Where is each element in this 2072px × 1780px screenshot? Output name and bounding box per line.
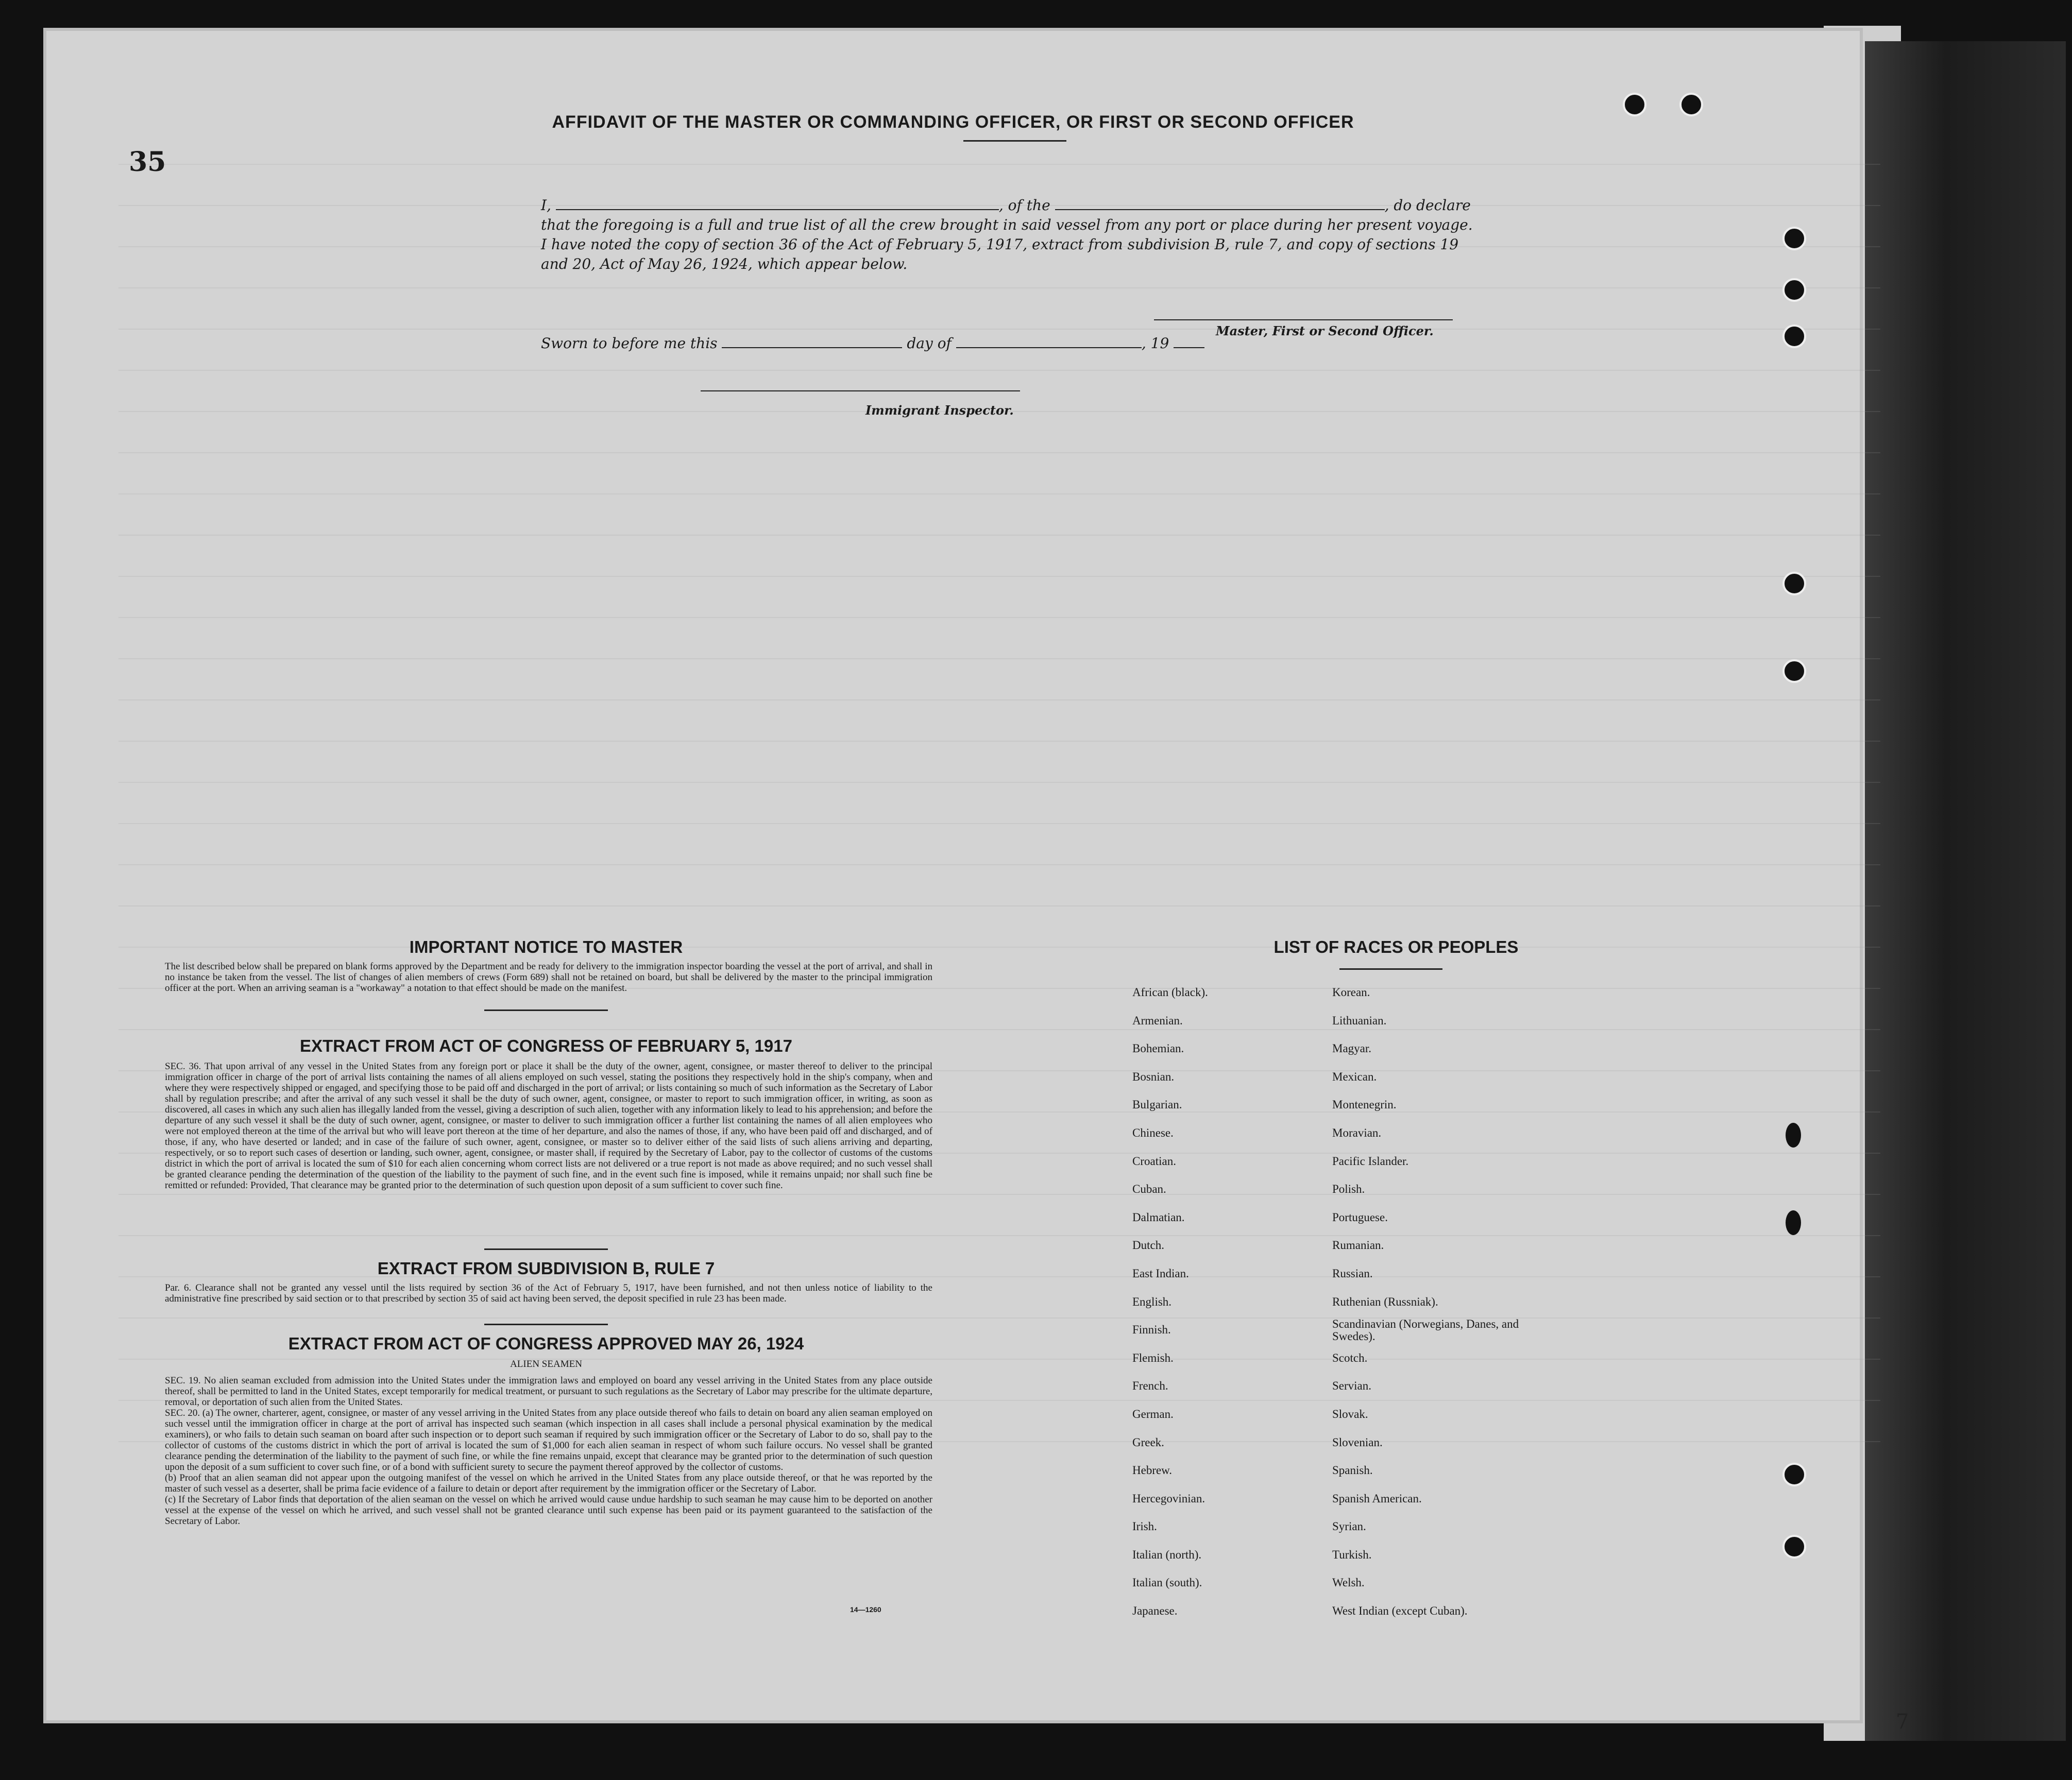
sec-20a: SEC. 20. (a) The owner, charterer, agent, consignee, or master of any vessel arriving in the United States from any place outside thereof who fails to detain on board any alien seaman employed on such vessel until the immigration officer in charge at the port of arrival has inspected such seaman (which inspection in all cases shall include a personal physical examination by the medical examiners), or who fails to detain such seaman on board after such inspection or to deport such seaman if required by such immigration officer or the Secretary of Labor to do so, shall pay to the collector of customs of the customs district in which the port of arrival is located the sum of $1,000 for each alien seaman in respect of whom such failure occurs. No vessel shall be granted clearance pending the determination of the liability to the payment of such fine, or while the fine remains unpaid, except that clearance may be granted prior to the determination of such question upon the deposit of a sum sufficient to cover such fine, or of a bond with sufficient surety to secure the payment thereof approved by the collector of customs. (165, 1408, 932, 1473)
act-1924-body (165, 1375, 932, 1527)
race-item: Dutch. (1132, 1239, 1164, 1252)
affidavit-declare: , do declare (1384, 197, 1471, 214)
name-blank[interactable] (556, 209, 999, 210)
race-item: Japanese. (1132, 1604, 1178, 1618)
divider (484, 1009, 608, 1011)
sec-20c: (c) If the Secretary of Labor finds that deportation of the alien seaman on the vessel on which he arrived would cause undue hardship to such seaman he may cause him to be deported on another vessel at the expense of the vessel on which he arrived, and such vessel shall not be granted clearance until such expense has been paid or its payment guaranteed to the satisfaction of the Secretary of Labor. (165, 1494, 932, 1527)
race-item: Italian (north). (1132, 1548, 1202, 1561)
master-label: Master, First or Second Officer. (1216, 323, 1434, 338)
sec-19: SEC. 19. No alien seaman excluded from admission into the United States under the immigration laws and employed on board any vessel arriving in the United States from any place outside thereof, shall be permitted to land in the United States, except temporarily for medical treatment, or pursuant to such regulations as the Secretary of Labor may prescribe for the ultimate departure, removal, or deportation of such alien from the United States. (165, 1375, 932, 1408)
races-left-column (1132, 979, 1302, 1625)
race-item: Scandinavian (Norwegians, Danes, and Swedes). (1332, 1317, 1519, 1343)
race-item: Dalmatian. (1132, 1210, 1185, 1224)
race-item: French. (1132, 1379, 1168, 1393)
race-item: Rumanian. (1332, 1239, 1384, 1252)
divider (484, 1324, 608, 1325)
sworn-text: Sworn to before me this (541, 335, 718, 352)
race-item: Chinese. (1132, 1126, 1174, 1139)
punch-hole (1782, 659, 1806, 683)
form-number: 14—1260 (850, 1605, 881, 1614)
affidavit-text (541, 196, 1479, 274)
race-item: Welsh. (1332, 1576, 1365, 1589)
race-item: Italian (south). (1132, 1576, 1202, 1589)
affidavit-of-the: , of the (998, 197, 1050, 214)
race-item: African (black). (1132, 986, 1208, 999)
race-item: Slovak. (1332, 1407, 1368, 1420)
punch-hole (1786, 1210, 1801, 1235)
act-1924-subtitle: ALIEN SEAMEN (510, 1359, 582, 1370)
race-item: Hercegovinian. (1132, 1492, 1205, 1505)
divider (484, 1248, 608, 1250)
race-item: Syrian. (1332, 1520, 1366, 1533)
act-1924-title: EXTRACT FROM ACT OF CONGRESS APPROVED MAY 26, 1924 (288, 1334, 804, 1353)
race-item: Flemish. (1132, 1351, 1174, 1364)
races-divider (1339, 968, 1442, 970)
race-item: Croatian. (1132, 1154, 1176, 1168)
race-item: Mexican. (1332, 1070, 1377, 1083)
race-item: Pacific Islander. (1332, 1154, 1409, 1168)
race-item: Portuguese. (1332, 1210, 1388, 1224)
sworn-day-blank[interactable] (722, 347, 902, 348)
race-item: East Indian. (1132, 1266, 1189, 1280)
master-signature-line[interactable] (1154, 319, 1453, 320)
act-1917-title: EXTRACT FROM ACT OF CONGRESS OF FEBRUARY 5, 1917 (300, 1036, 792, 1055)
affidavit-body: that the foregoing is a full and true list of all the crew brought in said vessel from any port or place during her present voyage. I have noted the copy of section 36 of the Act of February 5, 1917, extract from subdivision B, rule 7, and copy of sections 19 and 20, Act of May 26, 1924, which appear below. (541, 216, 1473, 272)
race-item: Bosnian. (1132, 1070, 1175, 1083)
sworn-line (541, 335, 1468, 352)
race-item: German. (1132, 1407, 1174, 1420)
races-title: LIST OF RACES OR PEOPLES (1273, 937, 1519, 956)
affidavit-title: AFFIDAVIT OF THE MASTER OR COMMANDING OFFICER, OR FIRST OR SECOND OFFICER (552, 112, 1354, 132)
race-item: Hebrew. (1132, 1464, 1173, 1477)
race-item: Moravian. (1332, 1126, 1382, 1139)
races-right-column (1332, 979, 1528, 1625)
race-item: Armenian. (1132, 1014, 1183, 1027)
affidavit-line1 (541, 196, 1479, 215)
margin-mark: 35 (129, 146, 166, 178)
race-item: Russian. (1332, 1266, 1373, 1280)
race-item: Turkish. (1332, 1548, 1372, 1561)
sworn-day-of: day of (907, 335, 952, 352)
punch-hole (1782, 1535, 1806, 1559)
punch-hole (1782, 278, 1806, 302)
act-1917-body: SEC. 36. That upon arrival of any vessel in the United States from any foreign port or place it shall be the duty of the owner, agent, consignee, or master thereof to deliver to the principal immigration officer in charge of the port of arrival lists containing the names of all aliens employed on such vessel, stating the positions they respectively hold in the ship's company, when and where they were respectively shipped or engaged, and specifying those to be paid off and discharged in the port of arrival; or lists containing so much of such information as the Secretary of Labor shall by regulation prescribe; and after the arrival of any such vessel it shall be the duty of such owner, agent, consignee, or master to report to such immigration officer, in writing, as soon as discovered, all cases in which any such alien has illegally landed from the vessel, giving a description of such alien, together with any information likely to lead to his apprehension; and before the departure of any such vessel it shall be the duty of such owner, agent, consignee, or master to deliver to such immigration officer a further list containing the names of all alien employees who were not employed thereon at the time of the arrival but who will leave port thereon at the time of her departure, and also the names of those, if any, who have been paid off and discharged, and of those, if any, who have deserted or landed; and in case of the failure of such owner, agent, consignee, or master so to deliver either of the said lists of such aliens arriving and departing, respectively, or so to report such cases of desertion or landing, such owner, agent, consignee, or master shall, if required by the Secretary of Labor, pay to the collector of customs of the customs district in which the port of arrival is located the sum of $10 for each alien concerning whom correct lists are not delivered or a true report is not made as above required; and no such vessel shall be granted clearance pending the determination of the question of the liability to the payment of such fine, and in the event such fine is imposed, while it remains unpaid; nor shall such fine be remitted or refunded: Provided, That clearance may be granted prior to the determination of such question upon deposit of a sum sufficient to cover such fine. (165, 1061, 932, 1191)
inspector-signature-line[interactable] (701, 390, 1020, 391)
race-item: Slovenian. (1332, 1435, 1383, 1449)
race-item: Spanish American. (1332, 1492, 1422, 1505)
bleed-through (118, 124, 1880, 1525)
edge-mark: 7 (1896, 1710, 1909, 1734)
sworn-year: , 19 (1141, 335, 1169, 352)
punch-hole (1782, 572, 1806, 595)
race-item: Bulgarian. (1132, 1098, 1182, 1111)
race-item: Irish. (1132, 1520, 1157, 1533)
sworn-month-blank[interactable] (956, 347, 1142, 348)
race-item: Ruthenian (Russniak). (1332, 1295, 1438, 1308)
title-divider (963, 140, 1066, 142)
race-item: Montenegrin. (1332, 1098, 1397, 1111)
race-item: Polish. (1332, 1183, 1365, 1196)
sec-20b: (b) Proof that an alien seaman did not appear upon the outgoing manifest of the vessel on which he arrived in the United States from any place outside thereof, or that he was reported by the master of such vessel as a deserter, shall be prima facie evidence of a failure to detain or deport after requirement by the immigration officer or the Secretary of Labor. (165, 1473, 932, 1494)
rule-7-title: EXTRACT FROM SUBDIVISION B, RULE 7 (377, 1259, 715, 1278)
race-item: Spanish. (1332, 1464, 1373, 1477)
race-item: Servian. (1332, 1379, 1372, 1393)
race-item: Bohemian. (1132, 1042, 1184, 1055)
punch-hole (1782, 227, 1806, 250)
race-item: Scotch. (1332, 1351, 1368, 1364)
vessel-blank[interactable] (1055, 209, 1385, 210)
race-item: Finnish. (1132, 1323, 1171, 1337)
punch-hole (1782, 1463, 1806, 1486)
race-item: Korean. (1332, 986, 1370, 999)
race-item: Cuban. (1132, 1183, 1166, 1196)
notice-body: The list described below shall be prepared on blank forms approved by the Department and be ready for delivery to the immigration inspector boarding the vessel at the port of arrival, and shall in no instance be taken from the vessel. The list of changes of alien members of crews (Form 689) shall not be retained on board, but shall be delivered by the master to the principal immigration officer at the port. When an arriving seaman is a "workaway" a notation to that effect should be made on the manifest. (165, 961, 932, 994)
inspector-label: Immigrant Inspector. (865, 403, 1014, 418)
race-item: English. (1132, 1295, 1172, 1308)
punch-hole (1782, 324, 1806, 348)
race-item: Lithuanian. (1332, 1014, 1387, 1027)
rule-7-body: Par. 6. Clearance shall not be granted any vessel until the lists required by section 36 of the Act of February 5, 1917, have been furnished, and not then unless notice of liability to the administrative fine prescribed by said section or to that prescribed by section 35 of said act having been served, the deposit specified in rule 23 has been made. (165, 1282, 932, 1304)
punch-hole (1786, 1123, 1801, 1148)
dark-backing (1865, 41, 2066, 1741)
affidavit-i: I, (541, 197, 551, 214)
manifest-page (46, 31, 1909, 1734)
notice-title: IMPORTANT NOTICE TO MASTER (409, 937, 683, 956)
race-item: West Indian (except Cuban). (1332, 1604, 1468, 1618)
race-item: Magyar. (1332, 1042, 1372, 1055)
race-item: Greek. (1132, 1435, 1164, 1449)
sworn-year-blank[interactable] (1174, 347, 1204, 348)
